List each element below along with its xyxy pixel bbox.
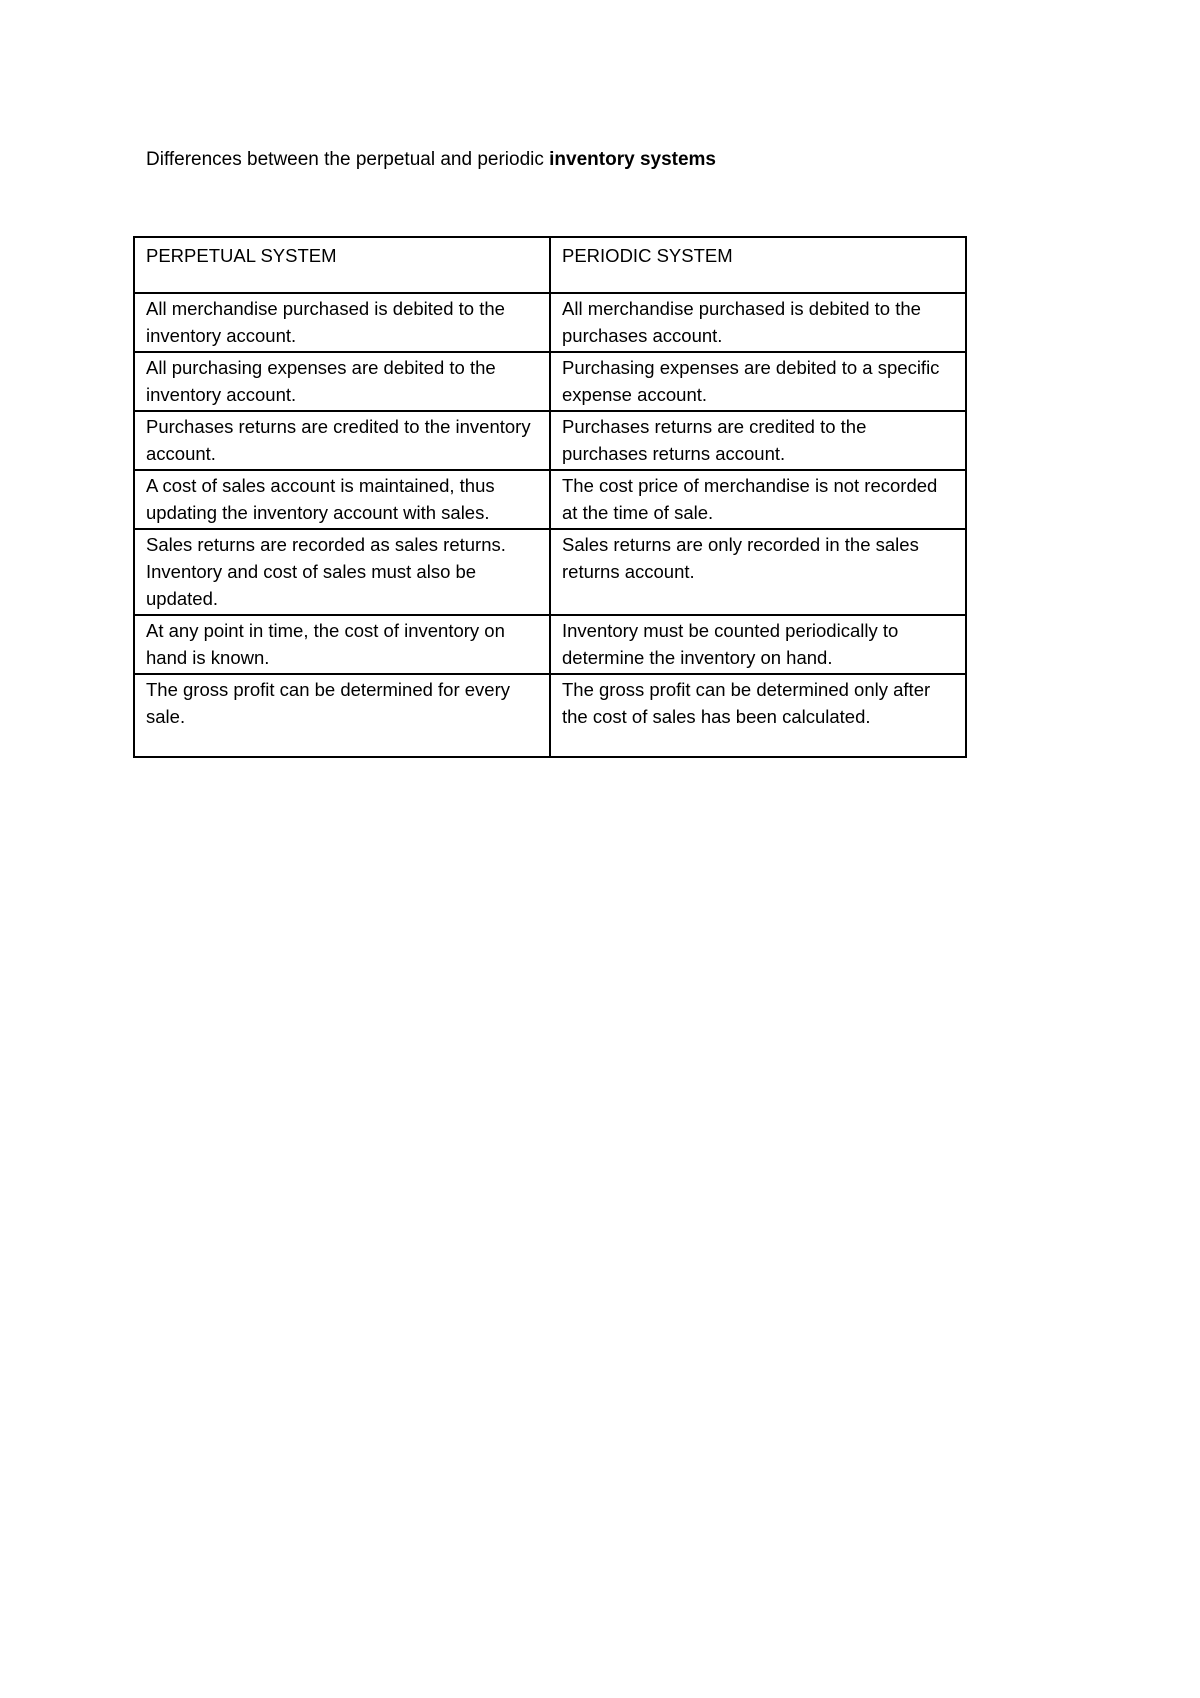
table-row: [134, 411, 966, 470]
page-title-bold: inventory systems: [549, 149, 716, 170]
table-cell: All purchasing expenses are debited to the inventory account.: [134, 352, 550, 411]
header-periodic: PERIODIC SYSTEM: [550, 237, 966, 293]
table-cell: The gross profit can be determined for every sale.: [134, 674, 550, 757]
table-cell: All merchandise purchased is debited to the inventory account.: [134, 293, 550, 352]
table-cell: The cost price of merchandise is not recorded at the time of sale.: [550, 470, 966, 529]
table-header-row: [134, 237, 966, 293]
table-row: [134, 470, 966, 529]
table-row: [134, 674, 966, 757]
table-row: [134, 352, 966, 411]
table-cell: All merchandise purchased is debited to the purchases account.: [550, 293, 966, 352]
table-cell: Purchases returns are credited to the purchases returns account.: [550, 411, 966, 470]
table-cell: A cost of sales account is maintained, thus updating the inventory account with sales.: [134, 470, 550, 529]
table-row: [134, 529, 966, 615]
page-title: [146, 148, 716, 172]
table-cell: The gross profit can be determined only after the cost of sales has been calculated.: [550, 674, 966, 757]
comparison-table: [133, 236, 967, 758]
page-title-regular: Differences between the perpetual and periodic: [146, 149, 550, 170]
table-cell: Sales returns are only recorded in the sales returns account.: [550, 529, 966, 615]
table-cell: Purchasing expenses are debited to a specific expense account.: [550, 352, 966, 411]
table-cell: Inventory must be counted periodically to determine the inventory on hand.: [550, 615, 966, 674]
table-cell: Sales returns are recorded as sales returns. Inventory and cost of sales must also be updated.: [134, 529, 550, 615]
table-row: [134, 615, 966, 674]
table-cell: Purchases returns are credited to the inventory account.: [134, 411, 550, 470]
table-row: [134, 293, 966, 352]
table-cell: At any point in time, the cost of inventory on hand is known.: [134, 615, 550, 674]
header-perpetual: PERPETUAL SYSTEM: [134, 237, 550, 293]
